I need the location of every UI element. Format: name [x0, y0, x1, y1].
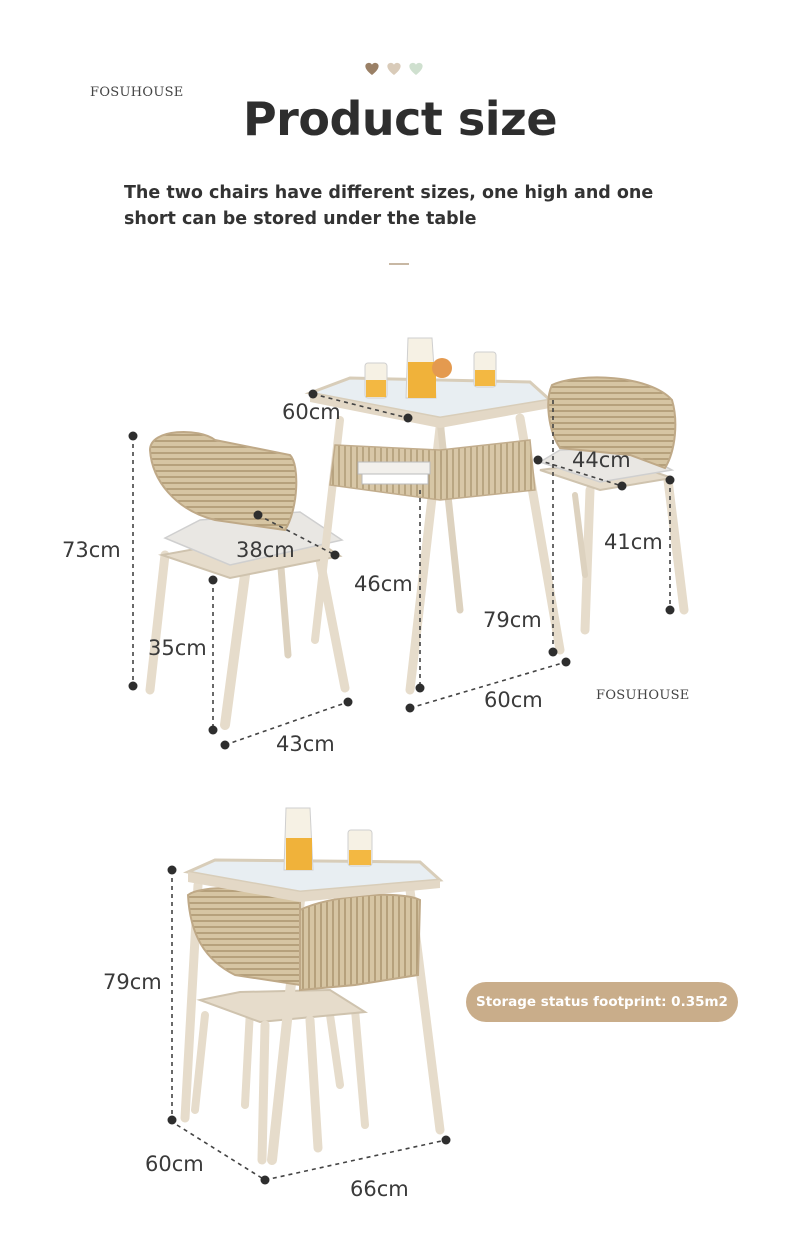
- page-subtitle: The two chairs have different sizes, one high and one short can be stored under the table: [124, 183, 654, 229]
- page-title: Product size: [242, 92, 558, 146]
- dim-shelf-height: 46cm: [354, 572, 413, 596]
- chair-left-illustration: [150, 432, 345, 725]
- dim-storage-height: 79cm: [103, 970, 162, 994]
- storage-illustration: [185, 808, 440, 1160]
- dim-chair-left-seat-height: 35cm: [148, 636, 207, 660]
- dim-storage-depth: 60cm: [145, 1152, 204, 1176]
- dim-chair-left-seat-depth: 38cm: [236, 538, 295, 562]
- dim-table-height: 79cm: [483, 608, 542, 632]
- dim-chair-left-width: 43cm: [276, 732, 335, 756]
- table-illustration: [310, 338, 560, 690]
- brand-logo-top: FOSUHOUSE: [90, 85, 184, 100]
- chair-right-illustration: [540, 377, 684, 630]
- dim-table-depth: 60cm: [484, 688, 543, 712]
- dim-chair-left-height: 73cm: [62, 538, 121, 562]
- dim-table-width: 60cm: [282, 400, 341, 424]
- storage-footprint-label: Storage status footprint: 0.35m2: [476, 994, 728, 1010]
- storage-footprint-badge: [466, 982, 738, 1022]
- brand-logo-mid: FOSUHOUSE: [596, 688, 690, 703]
- dim-chair-right-width: 44cm: [572, 448, 631, 472]
- dim-storage-width: 66cm: [350, 1177, 409, 1201]
- dim-chair-right-seat-height: 41cm: [604, 530, 663, 554]
